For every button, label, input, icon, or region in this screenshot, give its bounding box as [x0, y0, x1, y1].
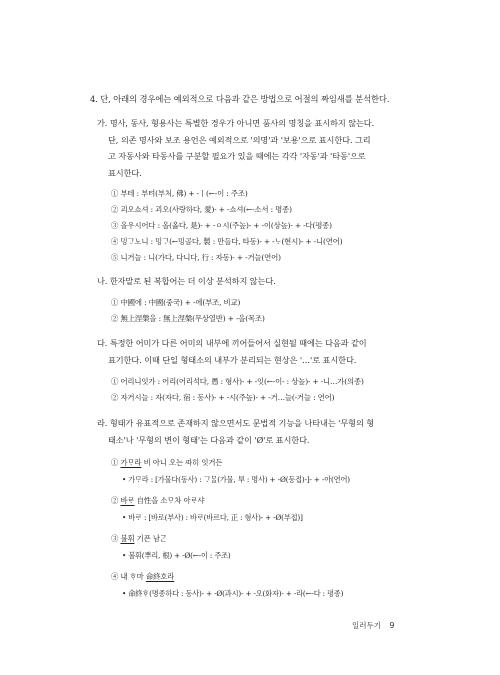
underlined-word: 命終호라 — [145, 572, 175, 581]
sub-analysis: • 불휘(뿌리, 根) + -Ø(←-이 : 주조) — [122, 551, 231, 560]
section-ga-line: 단, 의존 명사와 보조 용언은 예외적으로 '의명'과 '보용'으로 표시한다. 그리 — [108, 135, 371, 145]
section-ra-line: 태소'나 '무형의 변이 형태'는 다음과 같이 'Ø'로 표시한다. — [108, 435, 310, 445]
section-da-line: 표기한다. 이때 단일 형태소의 내부가 분리되는 현상은 '…'로 표시한다. — [108, 355, 357, 365]
example-item — [111, 495, 204, 506]
item-text: 비 아니 오는 ᄯᅡ히 잇거든 — [141, 458, 223, 467]
underlined-word: 가ᄆᆞ라 — [120, 458, 142, 467]
item-number: ④ — [111, 572, 119, 581]
section-ra-line: 라. 형태가 유표적으로 존재하지 않으면서도 문법적 기능을 나타내는 '무형의 형 — [97, 418, 375, 428]
section-ga-line: 가. 명사, 동사, 형용사는 특별한 경우가 아니면 품사의 명칭을 표시하지 않는다. — [97, 118, 375, 128]
underlined-word: 불휘 — [120, 534, 135, 543]
example-item: ① 中國에 : 中國(중국) + -에(부조, 비교) — [111, 298, 241, 307]
footer-label: 일러두기 — [352, 621, 381, 630]
example-item: ④ 밍ᄀᆞ노니 : 밍ᄀᆞ(←밍골다, 製 : 만들다, 타동)- + -ᄂᆞ(현시)- + -니(연어) — [111, 237, 343, 246]
underlined-word: 바ᄅᆞ — [120, 496, 135, 505]
example-item: ① 어리니잇가 : 어리(어리석다, 愚 : 형사)- + -잇(←-이- : 상높)- + -니…가(의종) — [111, 377, 364, 386]
item-number: ③ — [111, 534, 119, 543]
section-ga-line: 표시한다. — [108, 168, 142, 178]
section-da-line: 다. 특정한 어미가 다른 어미의 내부에 끼어들어서 실현될 때에는 다음과 같이 — [97, 338, 367, 348]
item-text: 내 ᄒᆞ마 — [120, 572, 146, 581]
sub-analysis: • 命終ᄒᆞ(명종하다 : 동사)- + -Ø(과시)- + -오(화자)- + -라(←-다 : 평종) — [122, 589, 344, 598]
item-text: 기픈 남ᄀᆞᆫ — [134, 534, 167, 543]
item-number: ① — [111, 458, 119, 467]
example-item — [111, 571, 174, 582]
sub-analysis: • 바ᄅᆞ : [바로(부사) : 바ᄅᆞ(바르다, 正 : 형사)- + -Ø(부접)] — [122, 513, 303, 522]
section-ga-line: 고 자동사와 타동사를 구분할 필요가 있을 때에는 각각 '자동'과 '타동'으로 — [108, 151, 366, 161]
item-number: ② — [111, 496, 119, 505]
example-item: ② 괴오쇼셔 : 괴오(사랑하다, 愛)- + -쇼셔(←-소서 : 명종) — [111, 205, 292, 214]
main-heading: 4. 단, 아래의 경우에는 예외적으로 다음과 같은 방법으로 어절의 짜임새를 분석한다. — [90, 94, 390, 104]
example-item: ② 無上涅槃을 : 無上涅槃(무상열반) + -을(목조) — [111, 314, 265, 323]
page-number: 9 — [389, 621, 395, 630]
example-item: ① 부테 : 부텨(부처, 佛) + -ㅣ(←-이 : 주조) — [111, 189, 248, 198]
section-na-line: 나. 한자말로 된 복합어는 더 이상 분석하지 않는다. — [97, 276, 276, 286]
example-item: ⑤ 니거늘 : 니(가다, 다니다, 行 : 자동)- + -거늘(연어) — [111, 253, 281, 262]
example-item: ③ 올우시어다 : 올(옳다, 是)- + -ㅇ시(주높)- + -이(상높)- + -다(평종) — [111, 221, 332, 230]
sub-analysis: • 가ᄆᆞ라 : [가물다(동사) : ᄀᆞᄆᆞᆯ(가물, 旱 : 명사) + -Ø(동접)-]- + -아(연어) — [122, 475, 350, 484]
example-item — [111, 457, 222, 468]
example-item: ② 자거시늘 : 자(자다, 宿 : 동사)- + -시(주높)- + -거…늘(-거늘 : 연어) — [111, 393, 335, 402]
item-text: 自性을 소ᄆᆞ차 아ᄅᆞ샤 — [134, 496, 205, 505]
page-footer — [352, 620, 394, 631]
example-item — [111, 533, 167, 544]
